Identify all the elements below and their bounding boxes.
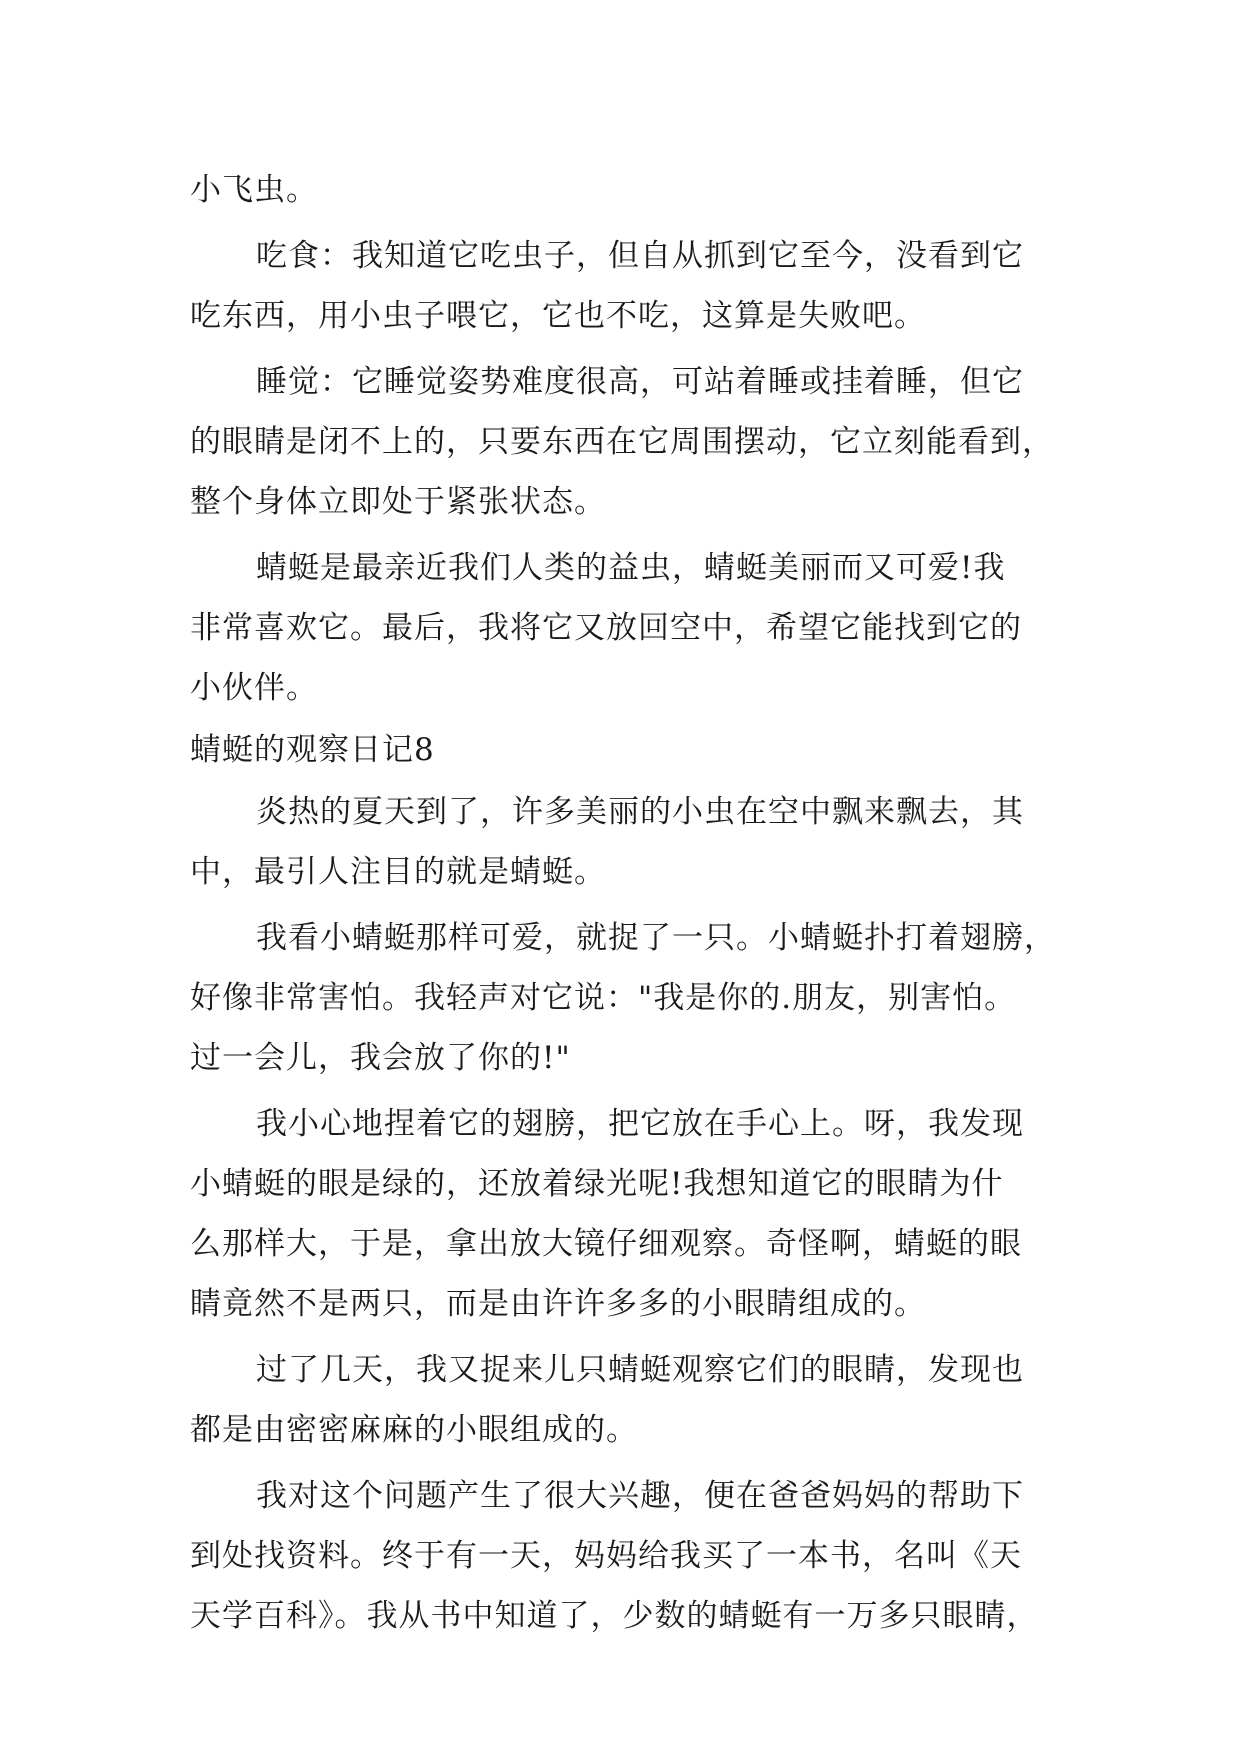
paragraph (190, 1094, 1058, 1334)
paragraph-line: 我看小蜻蜓那样可爱，就捉了一只。小蜻蜓扑打着翅膀， (256, 920, 1056, 956)
paragraph-line: 睛竟然不是两只，而是由许许多多的小眼睛组成的。 (190, 1286, 926, 1322)
paragraph-line: 过一会儿，我会放了你的!" (190, 1040, 571, 1076)
document-page (190, 160, 1058, 1646)
paragraph-line: 小伙伴。 (190, 670, 318, 706)
paragraph (190, 352, 1058, 532)
paragraph (190, 538, 1058, 718)
paragraph-line: 的眼睛是闭不上的，只要东西在它周围摆动，它立刻能看到， (190, 424, 1054, 460)
paragraph-line: 整个身体立即处于紧张状态。 (190, 484, 606, 520)
paragraph (190, 782, 1058, 902)
paragraph (190, 226, 1058, 346)
paragraph (190, 1340, 1058, 1460)
paragraph-line: 到处找资料。终于有一天，妈妈给我买了一本书，名叫《天 (190, 1538, 1022, 1574)
paragraph-line: 非常喜欢它。最后，我将它又放回空中，希望它能找到它的 (190, 610, 1022, 646)
heading-text: 蜻蜓的观察日记8 (190, 732, 435, 768)
paragraph-line: 么那样大，于是，拿出放大镜仔细观察。奇怪啊，蜻蜓的眼 (190, 1226, 1022, 1262)
paragraph-line: 吃东西，用小虫子喂它，它也不吃，这算是失败吧。 (190, 298, 926, 334)
paragraph-line: 我小心地捏着它的翅膀，把它放在手心上。呀，我发现 (256, 1106, 1024, 1142)
paragraph-line: 睡觉：它睡觉姿势难度很高，可站着睡或挂着睡，但它 (256, 364, 1024, 400)
paragraph-line: 小蜻蜓的眼是绿的，还放着绿光呢!我想知道它的眼睛为什 (190, 1166, 1004, 1202)
paragraph (190, 1466, 1058, 1646)
paragraph-line: 炎热的夏天到了，许多美丽的小虫在空中飘来飘去，其 (256, 794, 1024, 830)
paragraph-line: 都是由密密麻麻的小眼组成的。 (190, 1412, 638, 1448)
paragraph-line: 过了几天，我又捉来儿只蜻蜓观察它们的眼睛，发现也 (256, 1352, 1024, 1388)
paragraph-line: 我对这个问题产生了很大兴趣，便在爸爸妈妈的帮助下 (256, 1478, 1024, 1514)
paragraph-line: 中，最引人注目的就是蜻蜓。 (190, 854, 606, 890)
paragraph-line: 蜻蜓是最亲近我们人类的益虫，蜻蜓美丽而又可爱!我 (256, 550, 1006, 586)
paragraph-line: 好像非常害怕。我轻声对它说："我是你的.朋友，别害怕。 (190, 980, 1017, 1016)
paragraph-line: 天学百科》。我从书中知道了，少数的蜻蜓有一万多只眼睛， (190, 1598, 1039, 1634)
paragraph (190, 908, 1058, 1088)
paragraph-line: 吃食：我知道它吃虫子，但自从抓到它至今，没看到它 (256, 238, 1024, 274)
paragraph (190, 160, 1058, 220)
section-heading (190, 718, 1058, 782)
paragraph-line: 小飞虫。 (190, 172, 318, 208)
